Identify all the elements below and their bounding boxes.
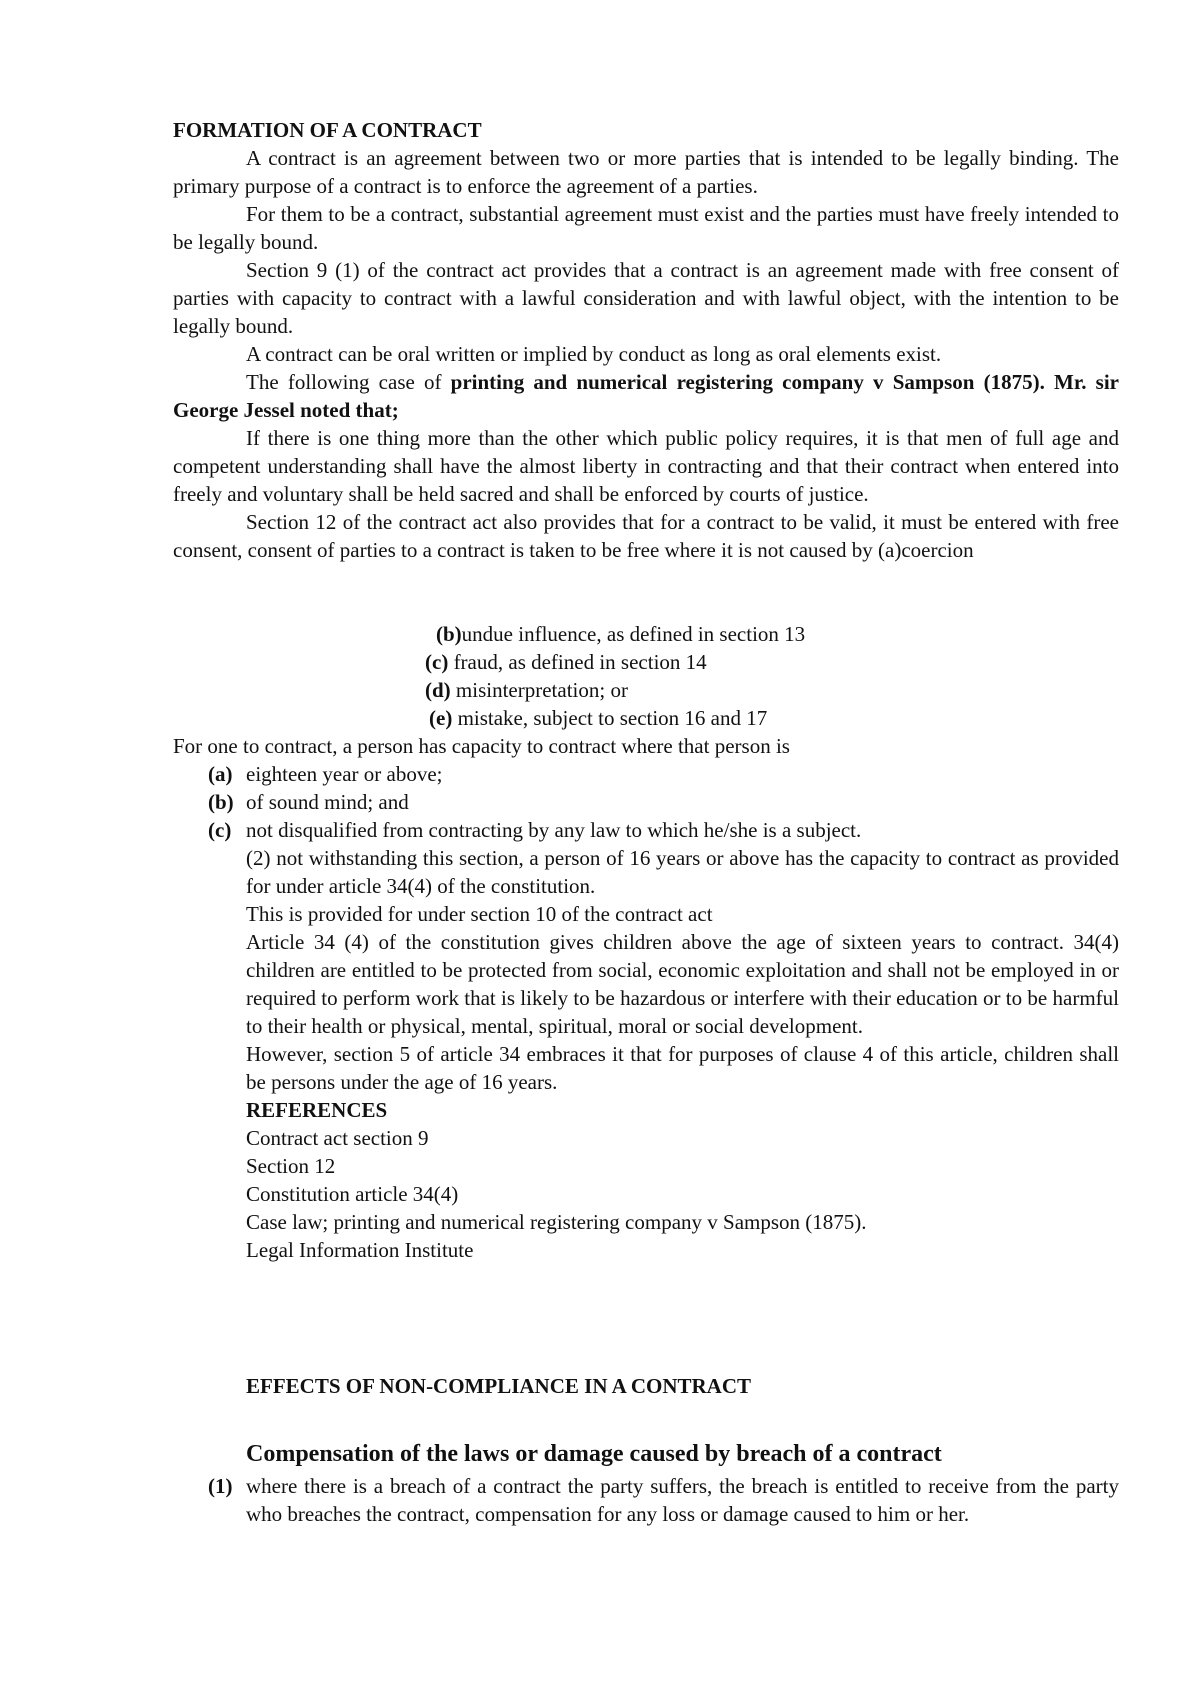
note-section-5: However, section 5 of article 34 embraces it that for purposes of clause 4 of this article, children shall be persons under the age of 16 years. bbox=[246, 1042, 1119, 1094]
case-name: printing and numerical registering company v Sampson (1875). Mr. sir George Jessel noted that; bbox=[173, 370, 1119, 422]
capacity-intro: For one to contract, a person has capacity to contract where that person is bbox=[173, 734, 790, 758]
capacity-list-item bbox=[208, 760, 443, 788]
capacity-notes bbox=[246, 844, 1119, 1264]
consent-list-item bbox=[425, 676, 628, 704]
capacity-list-item bbox=[208, 788, 409, 816]
paragraph-section-9: Section 9 (1) of the contract act provides that a contract is an agreement made with free consent of parties with capacity to contract with a lawful consideration and with lawful object, with the intention to be legally bound. bbox=[173, 258, 1119, 338]
paragraph-definition: A contract is an agreement between two or more parties that is intended to be legally binding. The primary purpose of a contract is to enforce the agreement of a parties. bbox=[173, 146, 1119, 198]
note-article-34: Article 34 (4) of the constitution gives children above the age of sixteen years to contract. 34(4) children are entitled to be protected from social, economic exploitation and shall not be employed in or required to perform work that is likely to be hazardous or interfere with their education or to be harmful to their health or physical, mental, spiritual, moral or social development. bbox=[246, 930, 1119, 1038]
compensation-list-item bbox=[208, 1472, 1119, 1528]
list-text: mistake, subject to section 16 and 17 bbox=[452, 706, 768, 730]
list-text: of sound mind; and bbox=[246, 790, 409, 814]
list-marker: (b) bbox=[436, 622, 462, 646]
body-text bbox=[173, 144, 1119, 564]
note-sixteen-years: (2) not withstanding this section, a person of 16 years or above has the capacity to contract as provided for under article 34(4) of the constitution. bbox=[246, 846, 1119, 898]
note-section-10: This is provided for under section 10 of the contract act bbox=[246, 902, 713, 926]
list-text: undue influence, as defined in section 13 bbox=[461, 622, 806, 646]
paragraph-quote: If there is one thing more than the other which public policy requires, it is that men of full age and competent understanding shall have the almost liberty in contracting and that their contract when entered into freely and voluntary shall be held sacred and shall be enforced by courts of justice. bbox=[173, 426, 1119, 506]
list-text: fraud, as defined in section 14 bbox=[448, 650, 707, 674]
list-text: where there is a breach of a contract the party suffers, the breach is entitled to receive from the party who breaches the contract, compensation for any loss or damage caused to him or her. bbox=[246, 1474, 1119, 1526]
list-marker: (c) bbox=[208, 818, 232, 842]
paragraph-section-12: Section 12 of the contract act also provides that for a contract to be valid, it must be entered with free consent, consent of parties to a contract is taken to be free where it is not caused by (a)coercion bbox=[173, 510, 1119, 562]
list-marker: (d) bbox=[425, 678, 451, 702]
capacity-list-item bbox=[208, 816, 861, 844]
paragraph-case bbox=[173, 368, 1119, 424]
case-lead: The following case of bbox=[246, 370, 451, 394]
list-marker: (e) bbox=[429, 706, 453, 730]
heading-formation: FORMATION OF A CONTRACT bbox=[173, 118, 482, 142]
list-text: eighteen year or above; bbox=[246, 762, 443, 786]
heading-effects: EFFECTS OF NON-COMPLIANCE IN A CONTRACT bbox=[246, 1374, 752, 1398]
reference-item: Constitution article 34(4) bbox=[246, 1182, 459, 1206]
list-marker: (b) bbox=[208, 790, 234, 814]
consent-list-item bbox=[425, 648, 707, 676]
reference-item: Case law; printing and numerical registering company v Sampson (1875). bbox=[246, 1210, 867, 1234]
list-text: misinterpretation; or bbox=[450, 678, 628, 702]
heading-compensation: Compensation of the laws or damage caused by breach of a contract bbox=[246, 1441, 942, 1467]
list-marker: (c) bbox=[425, 650, 449, 674]
references-heading: REFERENCES bbox=[246, 1098, 388, 1122]
reference-item: Contract act section 9 bbox=[246, 1126, 429, 1150]
list-text: not disqualified from contracting by any law to which he/she is a subject. bbox=[246, 818, 862, 842]
consent-list-item bbox=[429, 704, 767, 732]
reference-item: Legal Information Institute bbox=[246, 1238, 474, 1262]
paragraph-oral: A contract can be oral written or implied by conduct as long as oral elements exist. bbox=[246, 342, 942, 366]
list-marker: (a) bbox=[208, 762, 233, 786]
reference-item: Section 12 bbox=[246, 1154, 336, 1178]
paragraph-agreement: For them to be a contract, substantial agreement must exist and the parties must have freely intended to be legally bound. bbox=[173, 202, 1119, 254]
consent-list-item bbox=[436, 620, 805, 648]
list-marker: (1) bbox=[208, 1474, 233, 1498]
